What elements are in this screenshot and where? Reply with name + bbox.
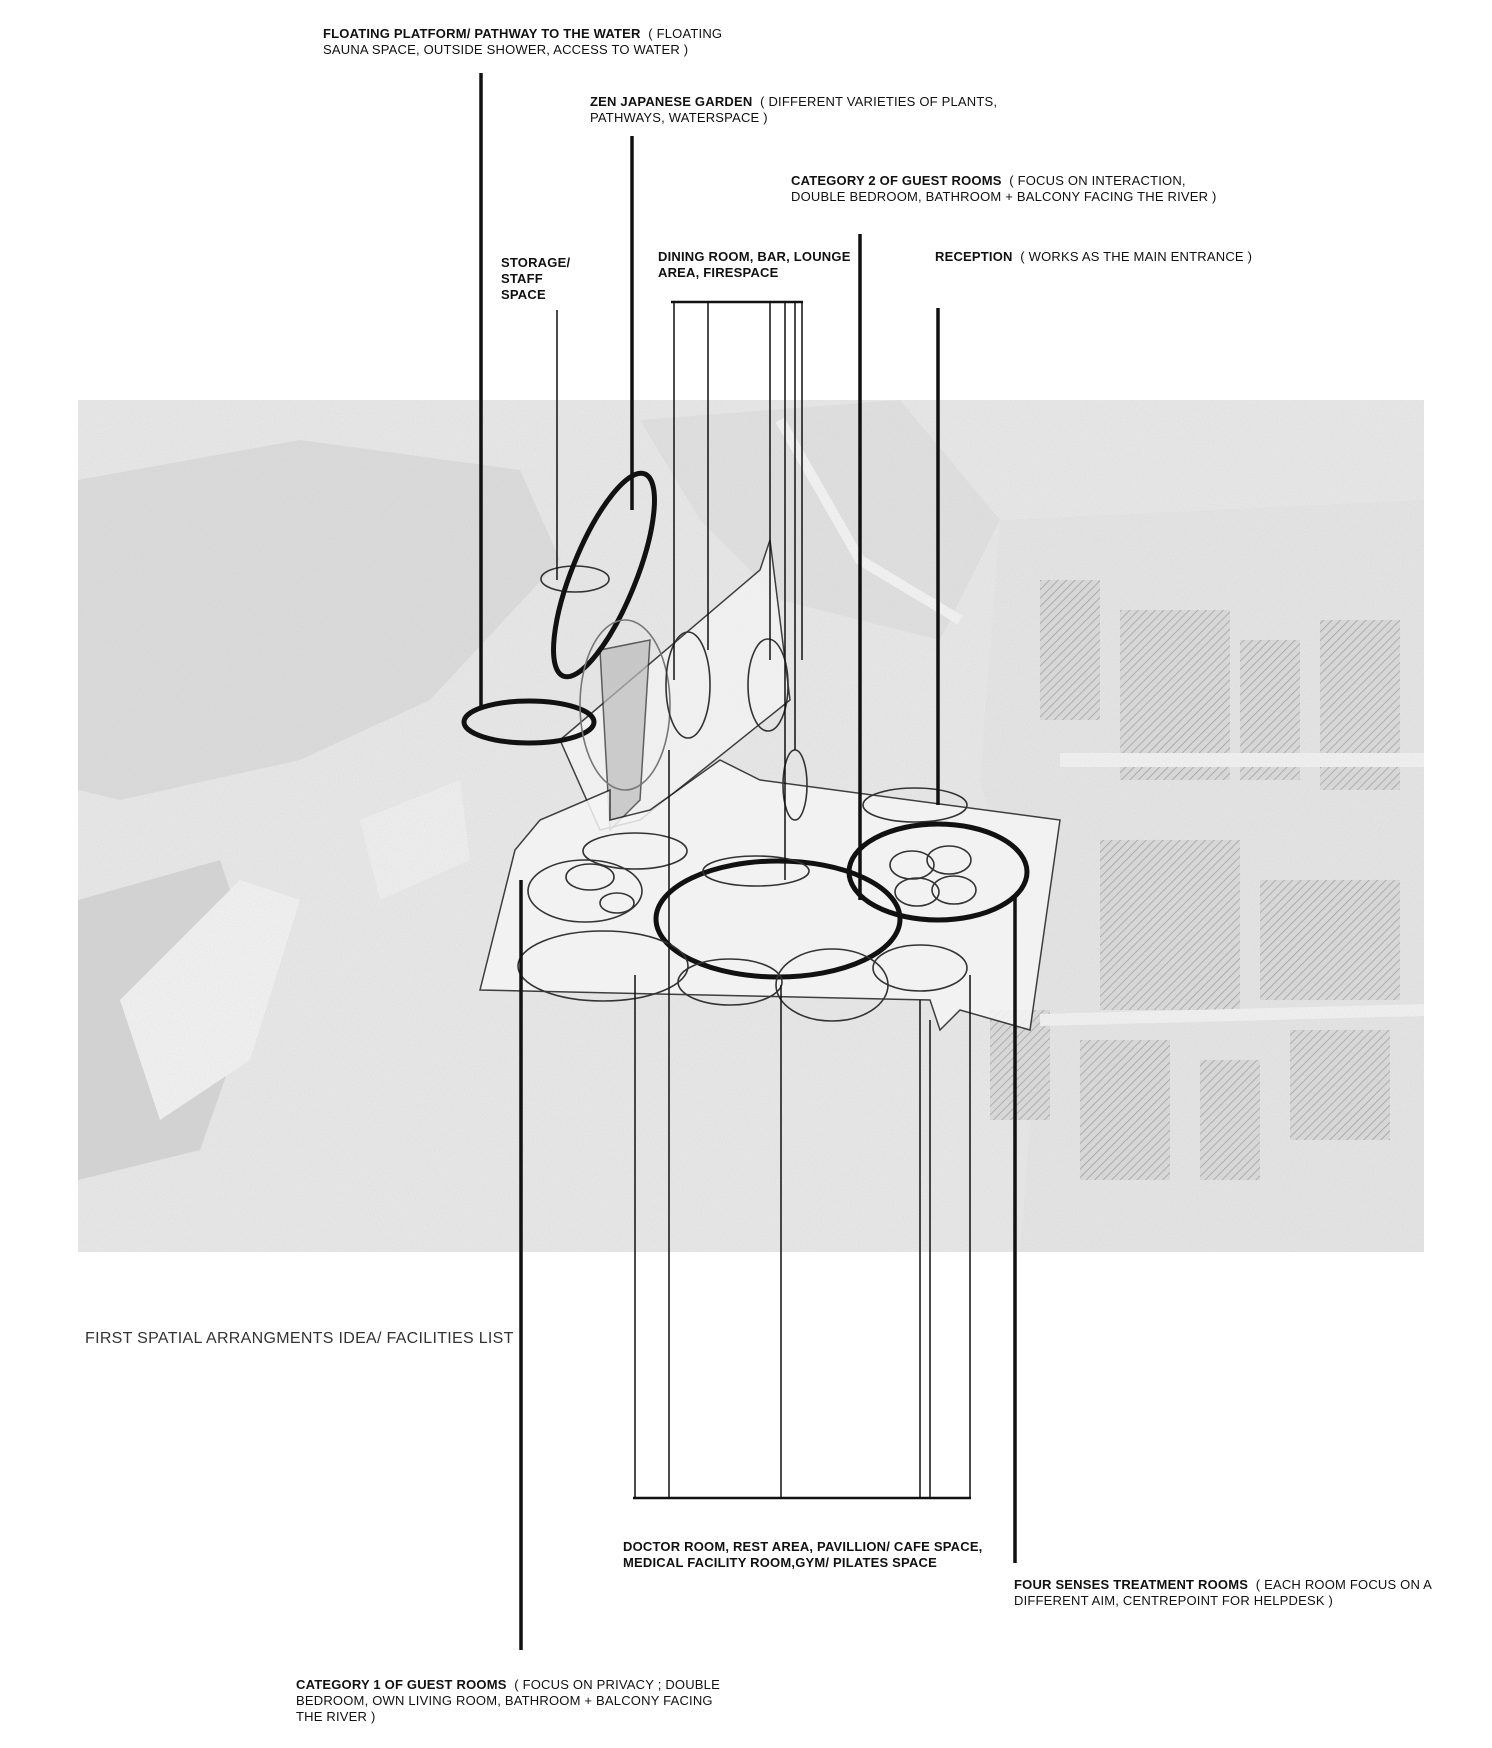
diagram-caption: FIRST SPATIAL ARRANGMENTS IDEA/ FACILITIES LIST: [85, 1330, 514, 1347]
label-reception-desc: ( WORKS AS THE MAIN ENTRANCE ): [1020, 249, 1253, 264]
label-category1-desc: ( FOCUS ON PRIVACY ; DOUBLE BEDROOM, OWN LIVING ROOM, BATHROOM + BALCONY FACING THE RIVER ): [296, 1677, 720, 1724]
label-zen-garden-desc: ( DIFFERENT VARIETIES OF PLANTS, PATHWAYS, WATERSPACE ): [590, 94, 998, 125]
label-category1: [296, 1677, 736, 1725]
label-category2: [791, 173, 1231, 205]
label-dining: [658, 249, 858, 281]
label-reception: [935, 249, 1315, 265]
label-storage-title: STORAGE/ STAFF SPACE: [501, 255, 571, 302]
label-doctor-title: DOCTOR ROOM, REST AREA, PAVILLION/ CAFE SPACE, MEDICAL FACILITY ROOM,GYM/ PILATES SPACE: [623, 1539, 983, 1570]
label-zen-garden-title: ZEN JAPANESE GARDEN: [590, 94, 753, 109]
label-floating-platform-title: FLOATING PLATFORM/ PATHWAY TO THE WATER: [323, 26, 641, 41]
label-floating-platform-desc: ( FLOATING SAUNA SPACE, OUTSIDE SHOWER, ACCESS TO WATER ): [323, 26, 723, 57]
label-reception-title: RECEPTION: [935, 249, 1013, 264]
label-category1-title: CATEGORY 1 OF GUEST ROOMS: [296, 1677, 507, 1692]
label-dining-title: DINING ROOM, BAR, LOUNGE AREA, FIRESPACE: [658, 249, 851, 280]
label-four-senses-title: FOUR SENSES TREATMENT ROOMS: [1014, 1577, 1249, 1592]
label-four-senses-desc: ( EACH ROOM FOCUS ON A DIFFERENT AIM, CENTREPOINT FOR HELPDESK ): [1014, 1577, 1432, 1608]
label-four-senses: [1014, 1577, 1454, 1609]
label-zen-garden: [590, 94, 1050, 126]
label-doctor: [623, 1539, 1008, 1571]
label-storage: [501, 255, 591, 303]
label-category2-title: CATEGORY 2 OF GUEST ROOMS: [791, 173, 1002, 188]
label-floating-platform: [323, 26, 763, 58]
label-category2-desc: ( FOCUS ON INTERACTION, DOUBLE BEDROOM, BATHROOM + BALCONY FACING THE RIVER ): [791, 173, 1217, 204]
